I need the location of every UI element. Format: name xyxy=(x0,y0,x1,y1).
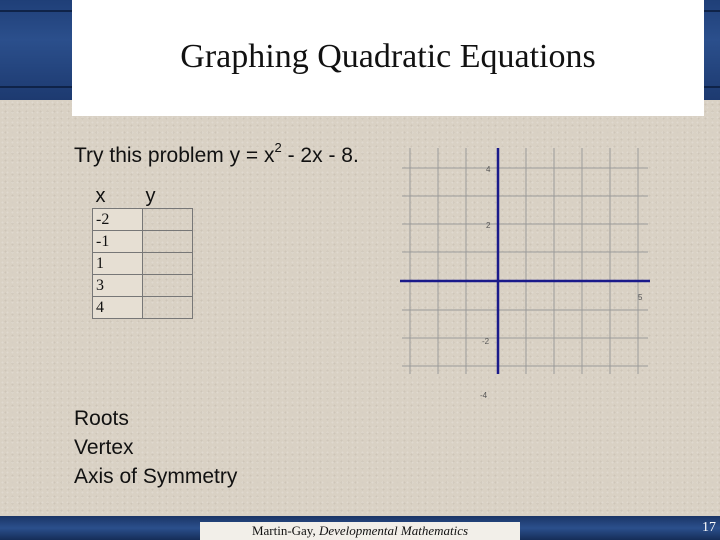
label-y-neg2: -2 xyxy=(482,337,490,346)
y-header: y xyxy=(145,184,156,207)
table-row xyxy=(93,275,193,297)
x-value: -2 xyxy=(93,209,143,231)
slide-title: Graphing Quadratic Equations xyxy=(180,38,596,75)
table-row xyxy=(93,231,193,253)
table-row xyxy=(93,253,193,275)
label-y-neg4: -4 xyxy=(480,391,488,400)
problem-statement xyxy=(74,142,359,168)
label-y-2: 2 xyxy=(486,221,491,230)
vertex-label: Vertex xyxy=(74,436,134,459)
y-value-blank xyxy=(143,231,193,253)
y-value-blank xyxy=(143,209,193,231)
x-value: 1 xyxy=(93,253,143,275)
x-value: 3 xyxy=(93,275,143,297)
xy-table xyxy=(92,184,193,319)
x-value: 4 xyxy=(93,297,143,319)
roots-label: Roots xyxy=(74,407,129,430)
x-value: -1 xyxy=(93,231,143,253)
table-row xyxy=(93,297,193,319)
answer-prompts xyxy=(74,404,237,491)
footer-author: Martin-Gay, xyxy=(251,523,319,538)
table-row xyxy=(93,209,193,231)
page-number: 17 xyxy=(702,520,716,535)
y-value-blank xyxy=(143,297,193,319)
x-header: x xyxy=(95,184,106,207)
problem-prefix: Try this problem y = x xyxy=(74,144,275,167)
y-value-blank xyxy=(143,275,193,297)
problem-exponent: 2 xyxy=(274,140,282,155)
axis-of-symmetry-label: Axis of Symmetry xyxy=(74,465,238,488)
coordinate-grid xyxy=(392,148,664,410)
footer-book-title: Developmental Mathematics xyxy=(318,523,469,538)
table-header-row xyxy=(93,184,193,209)
grid-lines xyxy=(402,148,648,374)
y-value-blank xyxy=(143,253,193,275)
label-x-5: 5 xyxy=(638,293,643,302)
label-y-4: 4 xyxy=(486,165,491,174)
problem-suffix: - 2x - 8. xyxy=(281,144,359,167)
footer-credit xyxy=(200,522,520,540)
